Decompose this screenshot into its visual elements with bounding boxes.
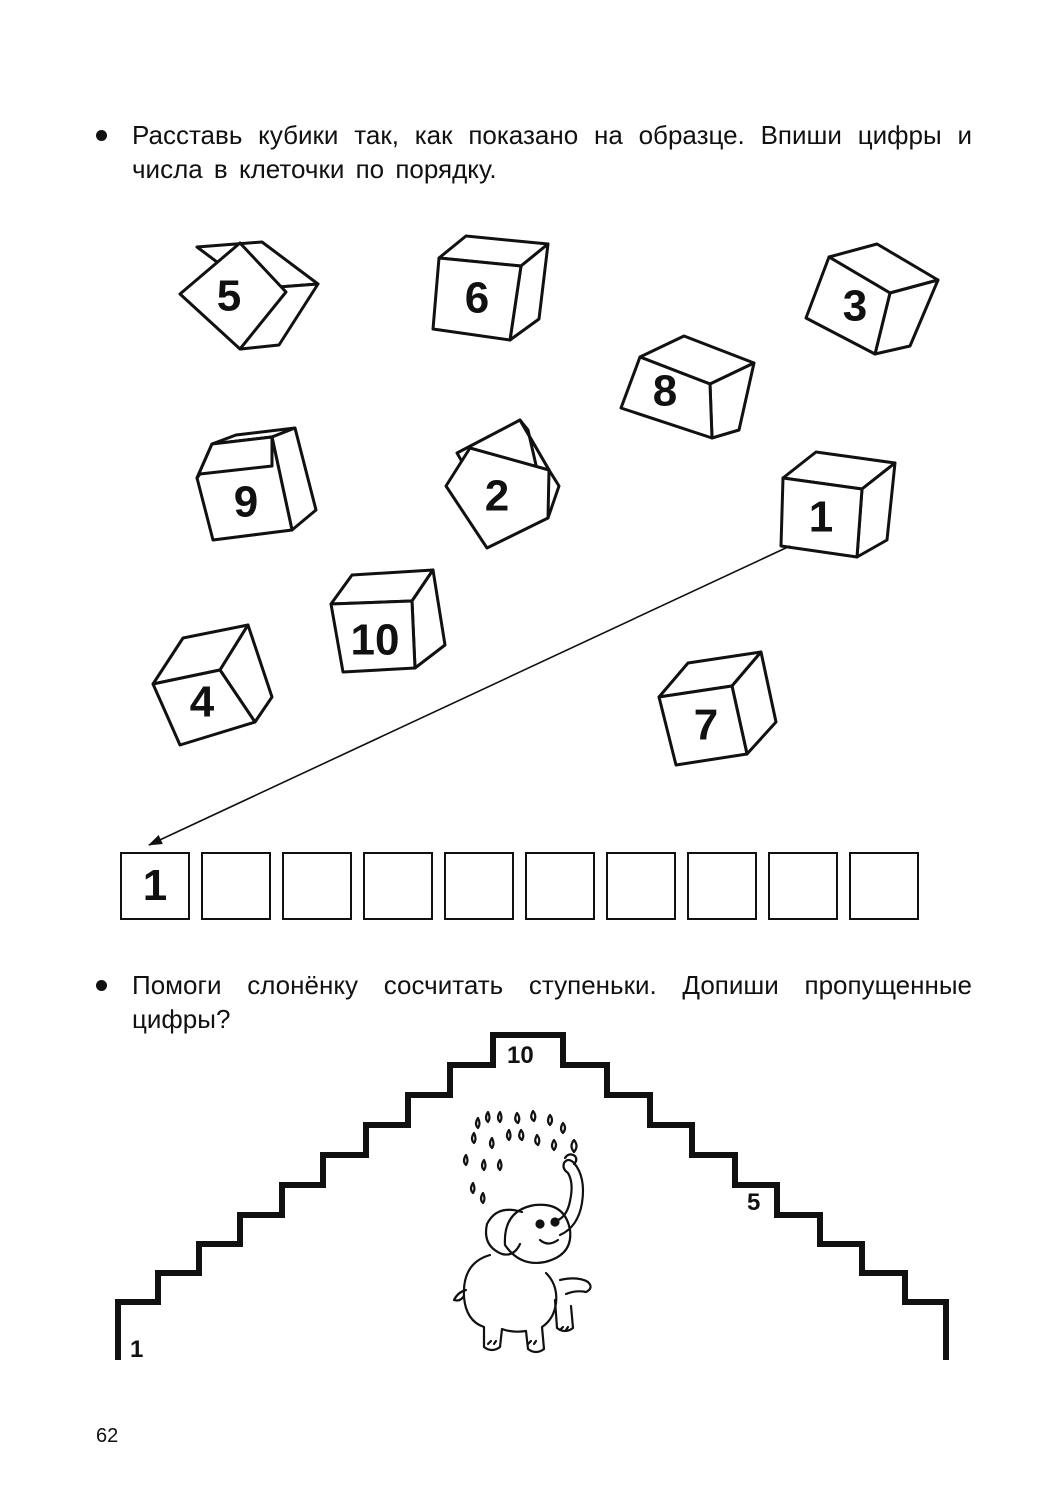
cube-label: 5 xyxy=(216,271,242,321)
staircase-outline xyxy=(118,1035,946,1360)
stair-label-top: 10 xyxy=(507,1042,534,1069)
cube-label: 3 xyxy=(842,281,868,331)
cube-label: 7 xyxy=(693,700,719,750)
cube-label: 9 xyxy=(233,477,259,527)
cube-label: 8 xyxy=(652,366,678,416)
stair-label-right: 5 xyxy=(747,1189,761,1216)
elephant-icon xyxy=(454,1111,591,1352)
answer-cell[interactable]: 1 xyxy=(120,852,190,920)
cube-label: 2 xyxy=(484,471,510,521)
cube-label: 6 xyxy=(464,273,490,323)
water-drops-icon xyxy=(464,1111,577,1203)
cube-label: 10 xyxy=(350,615,400,665)
stair-label-bottom: 1 xyxy=(130,1336,144,1363)
task-1-instruction: Расставь кубики так, как показано на образце. Впиши цифры и числа в клеточки по порядку. xyxy=(132,120,972,184)
cube-label: 4 xyxy=(189,677,215,727)
cube-label: 1 xyxy=(808,492,834,542)
task-2-instruction: Помоги слонёнку сосчитать ступеньки. Допиши пропущенные цифры? xyxy=(132,970,972,1034)
page-number: 62 xyxy=(96,1425,119,1447)
